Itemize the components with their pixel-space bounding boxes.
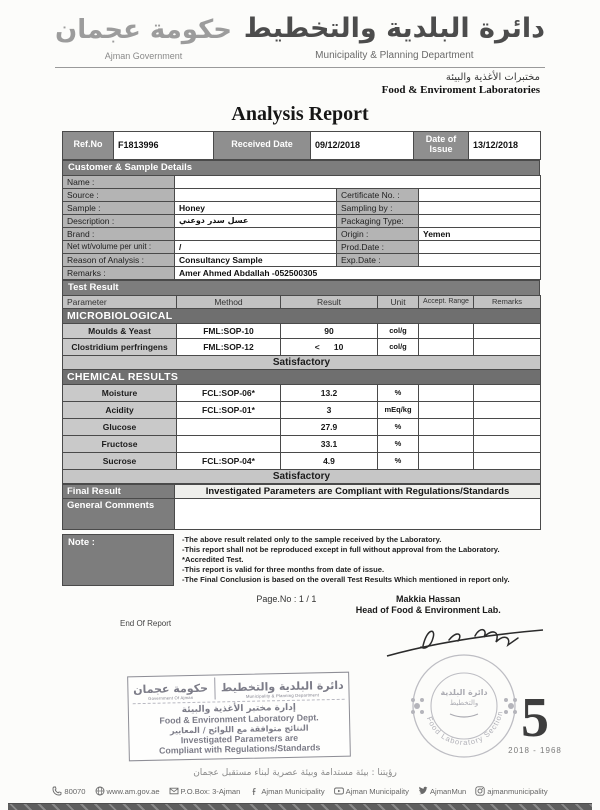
date-of-issue-value: 13/12/2018 — [469, 131, 541, 159]
table-row — [63, 452, 541, 469]
exp-date-label: Exp.Date : — [337, 253, 419, 266]
stamps-area — [0, 630, 600, 778]
param-cell: Moisture — [63, 384, 177, 401]
note-line: -This report is valid for three months from date of issue. — [182, 564, 385, 574]
sample-label: Sample : — [63, 201, 175, 214]
result-cell: 13.2 — [281, 384, 378, 401]
sampling-by-value — [419, 201, 541, 214]
rect-stamp-divider — [214, 678, 215, 700]
ajman-government-caption: Ajman Government — [104, 50, 183, 61]
range-cell — [419, 401, 474, 418]
stamp-result-english-1: Investigated Parameters are — [180, 732, 299, 746]
ajman-government-logo — [55, 12, 232, 60]
note-lines — [174, 534, 540, 586]
municipality-logo — [244, 10, 545, 61]
unit-cell: % — [378, 418, 419, 435]
unit-cell: % — [378, 435, 419, 452]
col-remarks: Remarks — [474, 295, 541, 308]
remarks-cell — [474, 338, 541, 355]
origin-value: Yemen — [419, 227, 541, 240]
net-wt-value: / — [175, 240, 337, 253]
note-section — [62, 534, 540, 586]
contact-twitter-text: AjmanMun — [429, 786, 467, 796]
globe-icon — [95, 786, 105, 796]
method-cell: FML:SOP-12 — [177, 338, 281, 355]
signatory-title: Head of Food & Environment Lab. — [355, 605, 501, 616]
origin-label: Origin : — [337, 227, 419, 240]
received-date-label: Received Date — [214, 131, 311, 159]
prod-date-value — [419, 240, 541, 253]
packaging-label: Packaging Type: — [337, 214, 419, 227]
param-cell: Clostridium perfringens — [63, 338, 177, 355]
end-of-report: End Of Report — [120, 619, 172, 629]
twitter-icon — [418, 786, 428, 796]
col-method: Method — [177, 295, 281, 308]
range-cell — [419, 323, 474, 338]
method-cell: FCL:SOP-04* — [177, 452, 281, 469]
contact-phone — [52, 786, 85, 796]
range-cell — [419, 435, 474, 452]
param-cell: Acidity — [63, 401, 177, 418]
range-cell — [419, 418, 474, 435]
table-row — [63, 401, 541, 418]
reason-label: Reason of Analysis : — [63, 253, 175, 266]
stamp-dept-english: Food & Environment Laboratory Dept. — [159, 712, 319, 726]
rect-stamp-gov-logo — [133, 682, 208, 702]
signatory-block — [316, 594, 540, 617]
table-row — [63, 435, 541, 452]
col-result: Result — [281, 295, 378, 308]
rect-stamp-logos — [132, 675, 344, 704]
method-cell — [177, 435, 281, 452]
micro-verdict: Satisfactory — [63, 355, 541, 369]
col-unit: Unit — [378, 295, 419, 308]
unit-cell: mEq/kg — [378, 401, 419, 418]
param-cell: Moulds & Yeast — [63, 323, 177, 338]
unit-cell: % — [378, 384, 419, 401]
decorative-border — [8, 803, 592, 810]
unit-cell: % — [378, 452, 419, 469]
param-cell: Sucrose — [63, 452, 177, 469]
description-label: Description : — [63, 214, 175, 227]
packaging-value — [419, 214, 541, 227]
method-cell: FCL:SOP-01* — [177, 401, 281, 418]
method-cell: FCL:SOP-06* — [177, 384, 281, 401]
sampling-by-label: Sampling by : — [337, 201, 419, 214]
lab-name-arabic: مختبرات الأغذية والبيئة — [445, 71, 540, 83]
description-value: عسل سدر دوعني — [175, 214, 337, 227]
customer-details-table — [62, 175, 541, 280]
remarks-cell — [474, 323, 541, 338]
instagram-icon — [475, 786, 485, 796]
received-date-value: 09/12/2018 — [311, 131, 414, 159]
rect-stamp-dept-logo — [221, 679, 344, 700]
stamp-result-arabic: النتائج متوافقة مع اللوائح / المعايير — [169, 723, 309, 736]
contact-youtube — [334, 786, 409, 796]
dept-caption: Municipality & Planning Department — [245, 692, 320, 700]
exp-date-value — [419, 253, 541, 266]
municipality-calligraphy: دائرة البلدية والتخطيط — [243, 13, 545, 44]
final-result-label: Final Result — [63, 484, 175, 498]
ref-no-label: Ref.No — [63, 131, 114, 159]
contacts-footer — [0, 786, 600, 796]
remarks-cell — [474, 384, 541, 401]
facebook-icon — [249, 786, 259, 796]
signatory-name: Makkia Hassan — [395, 593, 461, 604]
ref-no-value: F1813996 — [114, 131, 214, 159]
gov-calligraphy: حكومة عجمان — [132, 681, 209, 697]
youtube-icon — [334, 786, 344, 796]
sample-value: Honey — [175, 201, 337, 214]
name-label: Name : — [63, 175, 175, 188]
param-cell: Fructose — [63, 435, 177, 452]
remarks-cell — [474, 418, 541, 435]
source-value — [175, 188, 337, 201]
reference-table — [62, 131, 541, 160]
contact-twitter — [418, 786, 466, 796]
result-cell: 4.9 — [281, 452, 378, 469]
lab-name-english: Food & Enviroment Laboratories — [381, 83, 540, 96]
range-cell — [419, 452, 474, 469]
contact-instagram — [475, 786, 547, 796]
contact-website-text: www.am.gov.ae — [106, 786, 160, 796]
anniversary-numeral: 5 — [521, 687, 549, 750]
gov-caption: Government Of Ajman — [148, 695, 194, 702]
final-result-table — [62, 484, 541, 530]
rect-stamp — [127, 672, 351, 762]
method-cell — [177, 418, 281, 435]
municipality-caption: Municipality & Planning Department — [315, 49, 474, 61]
customer-section-header: Customer & Sample Details — [62, 160, 540, 175]
final-result-value: Investigated Parameters are Compliant with Regulations/Standards — [175, 484, 541, 498]
reason-value: Consultancy Sample — [175, 253, 337, 266]
page-number: Page.No : 1 / 1 — [256, 593, 317, 604]
unit-cell: col/g — [378, 338, 419, 355]
contact-pobox — [169, 786, 241, 796]
meta-row — [62, 594, 540, 617]
stamp-result-english-2: Compliant with Regulations/Standards — [158, 742, 321, 756]
anniversary-logo — [500, 687, 570, 756]
net-wt-label: Net wt/volume per unit : — [63, 240, 175, 253]
general-comments-label: General Comments — [63, 498, 175, 529]
result-cell: 33.1 — [281, 435, 378, 452]
test-result-section-header: Test Result — [62, 280, 540, 295]
brand-label: Brand : — [63, 227, 175, 240]
result-cell: 27.9 — [281, 418, 378, 435]
contact-website — [95, 786, 160, 796]
svg-text:دائرة البلدية: دائرة البلدية — [440, 688, 488, 698]
test-result-table — [62, 295, 541, 484]
note-line: -The Final Conclusion is based on the overall Test Results Which mentioned in report only. — [182, 574, 510, 584]
chemical-verdict: Satisfactory — [63, 469, 541, 483]
name-value — [175, 175, 541, 188]
contact-pobox-text: P.O.Box: 3-Ajman — [180, 786, 241, 796]
table-row — [63, 323, 541, 338]
stamp-dept-arabic: إدارة مختبر الأغذية والبيئة — [181, 702, 297, 716]
mail-icon — [169, 786, 179, 796]
remarks-cell — [474, 435, 541, 452]
result-cell: 3 — [281, 401, 378, 418]
vision-statement: رؤيتنا : بيئة مستدامة وبيئة عصرية لبناء مستقبل عجمان — [193, 768, 397, 779]
result-cell: < 10 — [281, 338, 378, 355]
contact-instagram-text: ajmanmunicipality — [487, 786, 548, 796]
page-title: Analysis Report — [231, 102, 369, 125]
note-label: Note : — [62, 534, 174, 586]
remarks-label: Remarks : — [63, 266, 175, 279]
anniversary-years: 2018 - 1968 — [508, 746, 562, 756]
table-row — [63, 384, 541, 401]
microbiological-header: MICROBIOLOGICAL — [63, 308, 541, 323]
range-cell — [419, 338, 474, 355]
remarks-value: Amer Ahmed Abdallah -052500305 — [175, 266, 541, 279]
range-cell — [419, 384, 474, 401]
laboratory-names — [0, 72, 600, 96]
unit-cell: col/g — [378, 323, 419, 338]
contact-phone-text: 80070 — [64, 786, 86, 796]
param-cell: Glucose — [63, 418, 177, 435]
contact-facebook-text: Ajman Municipality — [261, 786, 325, 796]
phone-icon — [52, 786, 62, 796]
note-line: *Accredited Test. — [182, 554, 244, 564]
svg-text:Food Laboratory Section: Food Laboratory Section — [424, 709, 505, 748]
chemical-results-header: CHEMICAL RESULTS — [63, 369, 541, 384]
header-divider — [55, 67, 545, 68]
remarks-cell — [474, 401, 541, 418]
method-cell: FML:SOP-10 — [177, 323, 281, 338]
prod-date-label: Prod.Date : — [337, 240, 419, 253]
note-line: -The above result related only to the sample received by the Laboratory. — [182, 534, 442, 544]
date-of-issue-label: Date of Issue — [414, 131, 469, 159]
remarks-cell — [474, 452, 541, 469]
table-row — [63, 338, 541, 355]
brand-value — [175, 227, 337, 240]
col-parameter: Parameter — [63, 295, 177, 308]
ajman-government-calligraphy: حكومة عجمان — [55, 15, 232, 46]
svg-text:والتخطيط: والتخطيط — [449, 699, 479, 708]
dept-calligraphy: دائرة البلدية والتخطيط — [220, 678, 344, 695]
general-comments-value — [175, 498, 541, 529]
contact-facebook — [249, 786, 324, 796]
source-label: Source : — [63, 188, 175, 201]
page-header — [0, 10, 600, 61]
certificate-value — [419, 188, 541, 201]
table-row — [63, 418, 541, 435]
contact-youtube-text: Ajman Municipality — [345, 786, 409, 796]
result-cell: 90 — [281, 323, 378, 338]
col-accept-range: Accept. Range — [419, 295, 474, 308]
note-line: -This report shall not be reproduced except in full without approval from the Laboratory. — [182, 544, 500, 554]
certificate-label: Certificate No. : — [337, 188, 419, 201]
